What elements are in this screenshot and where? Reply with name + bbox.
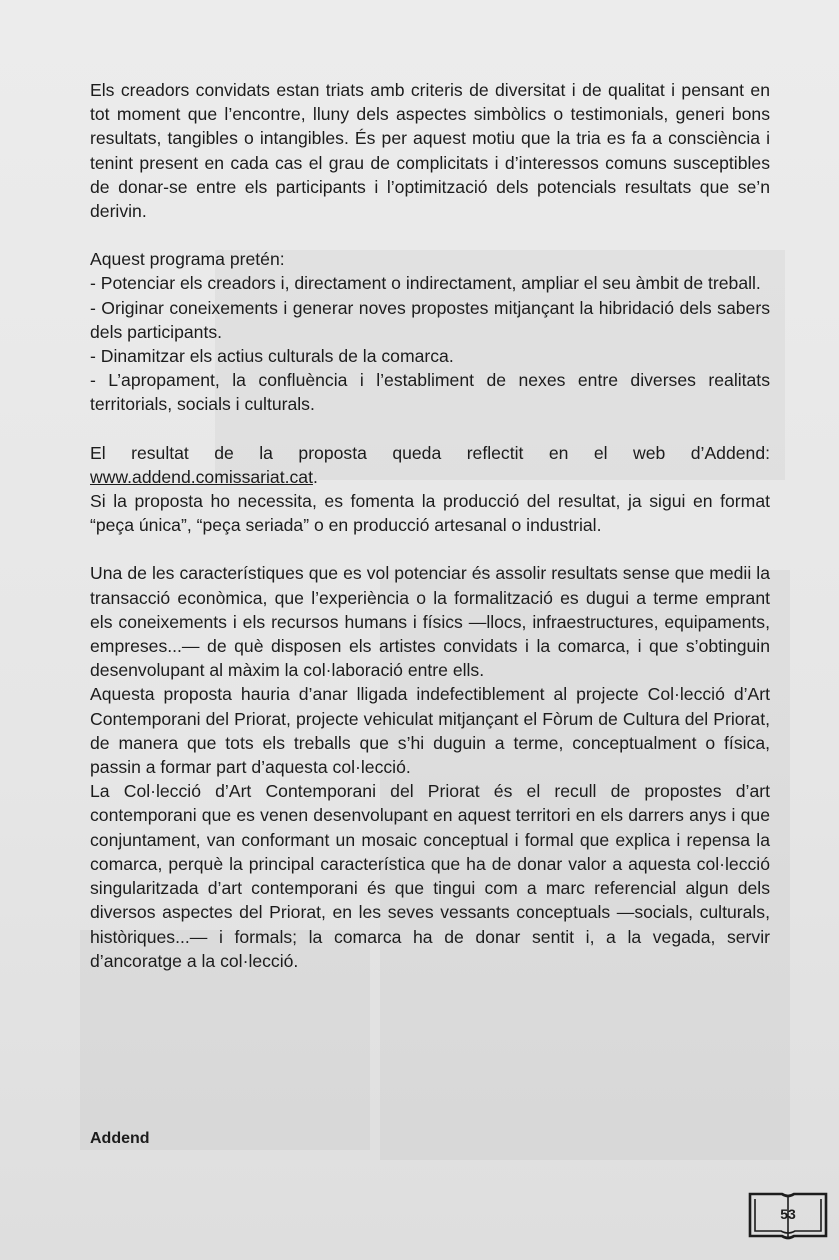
result-period: .	[312, 466, 318, 487]
list-item: - Dinamitzar els actius culturals de la comarca.	[90, 346, 454, 367]
paragraph-collection-description: La Col·lecció d’Art Contemporani del Priorat és el recull de propostes d’art contemporani que es venen desenvolupant en aquest territori en els darrers anys i que conjuntament, van conformant un mosaic conceptual i formal que explica i repensa la comarca, perquè la principal característica que ha de donar valor a aquesta col·lecció singularitzada d’art contemporani és que tingui com a marc referencial algun dels diversos aspectes del Priorat, en les seves vessants conceptuals —socials, culturals, històriques...— i formals; la comarca ha de donar sentit i, a la vegada, servir d’ancoratge a la col·lecció.	[90, 781, 770, 971]
list-item: - L’apropament, la confluència i l’establiment de nexes entre diverses realitats territorials, socials i culturals.	[90, 370, 770, 415]
page-number-badge	[746, 1190, 830, 1242]
body-text	[90, 78, 770, 973]
result-text: El resultat de la proposta queda reflectit en el web d’Addend:	[90, 442, 770, 463]
paragraph-characteristics: Una de les característiques que es vol potenciar és assolir resultats sense que medii la transacció econòmica, que l’experiència o la formalització es dugui a terme emprant els coneixements i els recursos humans i físics —llocs, infraestructures, equipaments, empreses...— de què disposen els artistes convidats i la comarca, i que s’obtinguin desenvolupant al màxim la col·laboració entre ells.	[90, 563, 770, 681]
addend-web-link[interactable]: www.addend.comissariat.cat	[90, 466, 313, 487]
program-intro: Aquest programa pretén:	[90, 249, 285, 270]
list-item: - Potenciar els creadors i, directament o indirectament, ampliar el seu àmbit de treball.	[90, 273, 761, 294]
paragraph-criteria: Els creadors convidats estan triats amb criteris de diversitat i de qualitat i pensant en tot moment que l’encontre, lluny dels aspectes simbòlics o testimonials, generi bons resultats, tangibles o intangibles. És per aquest motiu que la tria es fa a consciència i tenint present en cada cas el grau de complicitats i d’interessos comuns susceptibles de donar-se entre els participants i l’optimització dels potencials resultats que se’n derivin.	[90, 80, 770, 222]
paragraph-result	[90, 441, 770, 489]
page-number: 53	[780, 1206, 796, 1222]
paragraph-production: Si la proposta ho necessita, es fomenta la producció del resultat, ja sigui en format “peça única”, “peça seriada” o en producció artesanal o industrial.	[90, 491, 770, 536]
list-item: - Originar coneixements i generar noves propostes mitjançant la hibridació dels sabers dels participants.	[90, 297, 770, 342]
paragraph-collection-link: Aquesta proposta hauria d’anar lligada indefectiblement al projecte Col·lecció d’Art Contemporani del Priorat, projecte vehiculat mitjançant el Fòrum de Cultura del Priorat, de manera que tots els treballs que s’hi duguin a terme, conceptualment o física, passin a formar part d’aquesta col·lecció.	[90, 684, 770, 778]
signature: Addend	[90, 1130, 150, 1147]
